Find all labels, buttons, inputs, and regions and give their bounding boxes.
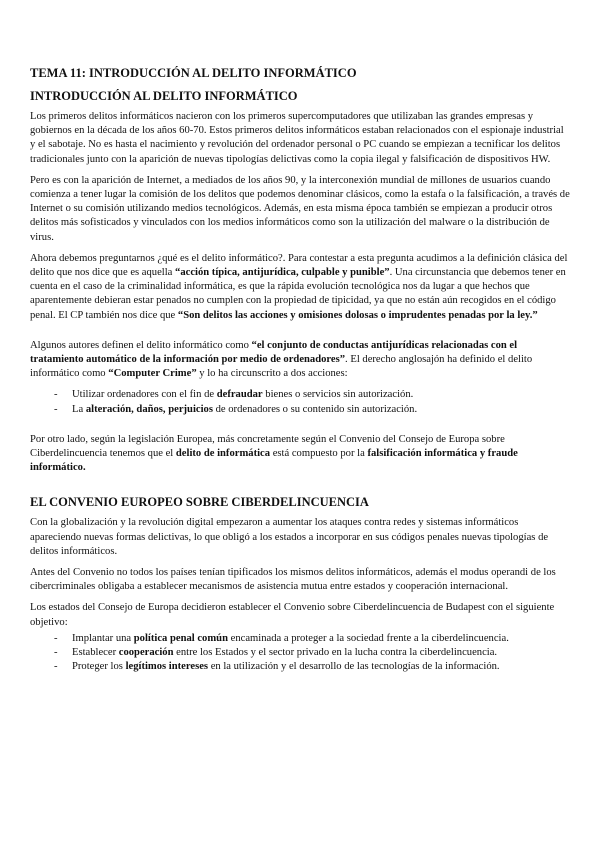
text-run: está compuesto por la: [270, 448, 368, 460]
text-run: Ahora debemos preguntarnos ¿qué es el delito informático?. Para contestar a esta pregunta acudimos a la definición clásica del delito que nos dice que es aquella: [30, 252, 568, 279]
paragraph-origins: Los primeros delitos informáticos nacieron con los primeros supercomputadores que utilizaban las grandes empresas y gobiernos en la década de los años 60-70. Estos primeros delitos informáticos estaban relacionados con el espionaje industrial y el sabotaje. No es hasta el nacimiento y revolución del ordenador personal o PC cuando se empiezan a tecnificar los delitos tradicionales junto con la aparición de nuevas tipologías delictivas como la copia ilegal y falsificación de dispositivos HW.: [30, 111, 564, 165]
dash-bullet: -: [54, 389, 58, 401]
text-run: bienes o servicios sin autorización.: [262, 389, 414, 401]
paragraph-before-convenio: Antes del Convenio no todos los países tenían tipificados los mismos delitos informáticos, además el modus operandi de los cibercriminales obligaba a establecer mecanismos de asistencia mutua entre estados y cooperación internacional.: [30, 567, 556, 593]
list-item: [54, 632, 570, 646]
section-heading-convenio: EL CONVENIO EUROPEO SOBRE CIBERDELINCUENCIA: [30, 495, 369, 510]
text-run: La: [72, 403, 86, 415]
list-item: [54, 403, 570, 417]
dash-bullet: -: [54, 661, 58, 673]
section-heading-intro: INTRODUCCIÓN AL DELITO INFORMÁTICO: [30, 89, 298, 103]
paragraph-internet: Pero es con la aparición de Internet, a mediados de los años 90, y la interconexión mundial de millones de usuarios cuando comienza a tener lugar la comisión de los delitos que podemos denominar clásicos, como la estafa o la falsificación, a través de Internet o su comisión utilizando medios tecnológicos. Además, en esta misma época también se empiezan a producir otros delitos más sofisticados y vinculados con los medios informáticos como son la utilización del malware o la distribución de virus.: [30, 174, 570, 243]
bold-run: falsificación informática y fraude informático.: [30, 448, 518, 474]
paragraph-globalization: Con la globalización y la revolución digital empezaron a aumentar los ataques contra redes y sistemas informáticos apareciendo nuevas formas delictivas, lo que obligó a los estados a incorporar en sus códigos penales nuevas tipologías de delitos informáticos.: [30, 517, 549, 557]
paragraph-definition: [30, 252, 570, 323]
text-run: Utilizar ordenadores con el fin de: [72, 389, 217, 401]
text-run: . Una circunstancia que debemos tener en cuenta en el caso de la criminalidad informática, es que la rápida evolución tecnológica nos da lugar a que hechos que aparentemente debieran estar penados no cumplen con la propiedad de tipicidad, ya que no están aún recogidos en el código penal. El CP también nos dice que: [30, 267, 566, 321]
text-run: Establecer: [72, 647, 119, 659]
text-run: Implantar una: [72, 632, 134, 644]
paragraph-authors: [30, 339, 570, 382]
dash-bullet: -: [54, 647, 58, 659]
text-run: y lo ha circunscrito a dos acciones:: [196, 368, 348, 380]
text-run: en la utilización y el desarrollo de las tecnologías de la información.: [208, 661, 500, 673]
text-run: de ordenadores o su contenido sin autorización.: [212, 403, 418, 415]
list-objectives: [30, 632, 570, 675]
text-run: Proteger los: [72, 661, 126, 673]
dash-bullet: -: [54, 632, 58, 644]
document-title: TEMA 11: INTRODUCCIÓN AL DELITO INFORMÁTICO: [30, 66, 357, 80]
bold-run: “el conjunto de conductas antijurídicas relacionadas con el tratamiento automático de la información por medio de ordenadores”: [30, 339, 518, 366]
bold-run: cooperación: [118, 647, 174, 659]
bold-run: alteración, daños, perjuicios: [85, 403, 213, 415]
text-run: entre los Estados y el sector privado en la lucha contra la ciberdelincuencia.: [173, 647, 498, 659]
list-item: [54, 646, 570, 660]
list-item: [54, 660, 570, 674]
bold-run: defraudar: [216, 389, 263, 401]
bold-run: “Computer Crime”: [108, 368, 197, 380]
text-run: encaminada a proteger a la sociedad frente a la ciberdelincuencia.: [227, 632, 509, 644]
bold-run: “acción típica, antijurídica, culpable y punible”: [175, 267, 390, 279]
bold-run: legítimos intereses: [125, 661, 209, 673]
dash-bullet: -: [54, 403, 58, 415]
text-run: . El derecho anglosajón ha definido el delito informático como: [30, 354, 533, 380]
text-run: Algunos autores definen el delito informático como: [30, 339, 252, 351]
bold-run: “Son delitos las acciones y omisiones dolosas o imprudentes penadas por la ley.”: [177, 309, 538, 321]
list-computer-crime: [30, 388, 570, 416]
text-run: Por otro lado, según la legislación Europea, más concretamente según el Convenio del Consejo de Europa sobre Ciberdelincuencia tenemos que el: [30, 433, 505, 460]
bold-run: política penal común: [133, 632, 228, 644]
paragraph-european-law: [30, 433, 570, 476]
list-item: [54, 388, 570, 402]
paragraph-budapest: Los estados del Consejo de Europa decidieron establecer el Convenio sobre Ciberdelincuencia de Budapest con el siguiente objetivo:: [30, 602, 555, 628]
bold-run: delito de informática: [175, 448, 271, 460]
